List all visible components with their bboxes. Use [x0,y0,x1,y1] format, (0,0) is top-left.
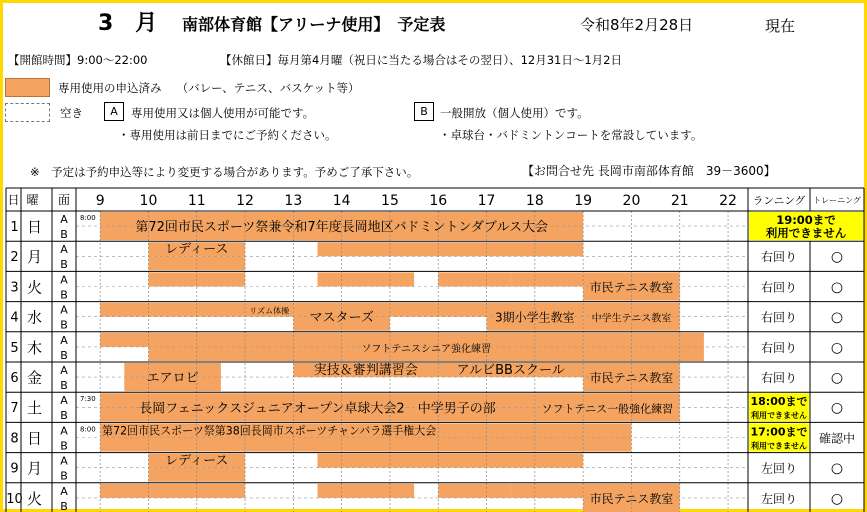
face-a-label: A [60,454,68,468]
day-number: 3 [10,280,19,296]
face-a-label: A [60,484,68,498]
face-b-label: B [60,318,68,332]
weekday: 月 [26,248,43,267]
day-number: 10 [6,491,23,507]
face-b-label: B [60,469,68,483]
reserved-block [438,272,510,286]
face-a-label: A [60,394,68,408]
face-b-label: B [60,288,68,302]
event-label: アルビBBスクール [456,363,565,378]
training-status: ○ [830,460,844,477]
hour-label: 9 [95,193,105,209]
face-b-label: B [60,258,68,272]
training-status: ○ [830,339,844,356]
event-start-time: 7:30 [80,395,96,404]
face-b-label: B [60,348,68,362]
running-direction: 右回り [760,371,798,385]
training-status: ○ [830,279,844,296]
face-b-label: B [60,379,68,392]
event-label: 市民テニス教室 [589,491,674,506]
training-status: ○ [830,249,844,266]
legend-a-note: ・専用使用は前日までにご予約ください。 [118,128,337,142]
hour-label: 16 [429,193,448,209]
reserved-block [511,484,583,498]
event-label: 市民テニス教室 [589,371,674,386]
weekday: 金 [26,369,43,387]
event-label: レディース [165,453,229,469]
running-direction: 右回り [760,280,798,295]
training-status: ○ [830,400,844,417]
face-a-label: A [60,273,68,287]
day-number: 7 [10,401,19,417]
training-status: 確認中 [818,431,856,446]
day-number: 9 [10,461,19,477]
as-of-label: 現在 [765,17,796,35]
event-label: 市民テニス教室 [589,280,674,295]
running-status: 利用できません [765,226,847,240]
running-direction: 右回り [760,310,798,325]
month-label: 3 月 [98,11,158,36]
hour-label: 18 [525,193,544,209]
event-label: 長岡フェニックスジュニアオープン卓球大会2 中学男子の部 [139,401,496,417]
running-direction: 左回り [760,461,798,476]
day-number: 4 [10,310,19,326]
hour-label: 15 [381,193,399,209]
weekday: 木 [26,338,43,357]
running-status: 利用できません [751,441,807,451]
header-weekday: 曜 [26,193,39,207]
hour-label: 10 [139,193,158,209]
opening-hours: 【開館時間】9:00～22:00 [8,53,148,67]
hour-label: 17 [477,193,496,209]
legend-b-desc: 一般開放（個人使用）です。 [440,106,589,120]
reserved-block [318,454,584,468]
legend-empty-text: 空き [60,106,83,120]
day-number: 6 [10,371,19,386]
weekday: 火 [26,278,43,297]
running-direction: 右回り [760,250,798,265]
contact-info: 【お問合せ先 長岡市南部体育館 39－3600】 [522,164,776,178]
hour-label: 19 [574,193,593,209]
face-b-label: B [60,228,68,241]
face-a-label: A [60,333,68,347]
face-a-label: A [60,364,68,377]
event-label: ソフトテニス一般強化練習 [541,402,674,416]
face-b-label: B [60,409,68,423]
closed-days: 【休館日】毎月第4月曜（祝日に当たる場合はその翌日）、12月31日～1月2日 [220,53,622,67]
running-direction: 右回り [760,340,798,355]
running-status: 19:00まで [776,213,836,227]
face-a-label: A [60,303,68,317]
face-a-label: A [60,243,68,257]
day-number: 2 [10,250,19,266]
header-training: トレーニング [813,196,861,205]
running-direction: 左回り [760,491,798,506]
hour-label: 14 [332,193,351,209]
weekday: 火 [26,489,43,508]
header-face: 面 [57,193,71,207]
header-running: ランニング [752,195,806,207]
legend-a-desc: 専用使用又は個人使用が可能です。 [131,106,315,120]
hour-label: 12 [236,193,254,209]
face-b-label: B [60,499,68,512]
running-status: 18:00まで [750,395,808,409]
legend-b-key: B [414,102,434,121]
running-status: 17:00まで [750,425,808,439]
legend-b-note: ・卓球台・バドミントンコートを常設しています。 [439,128,703,142]
running-status: 利用できません [751,411,807,421]
day-number: 1 [10,220,19,235]
day-number: 5 [10,340,19,356]
hour-label: 20 [622,193,641,209]
hour-label: 22 [719,193,737,209]
event-label: 実技＆審判講習会 [313,363,418,378]
face-b-label: B [60,439,68,453]
training-status: ○ [830,309,844,326]
reserved-block [318,242,584,256]
training-status: ○ [830,370,844,386]
reserved-block [511,272,583,286]
weekday: 日 [26,218,43,236]
event-start-time: 8:00 [80,214,96,222]
training-status: ○ [830,490,844,507]
reserved-block [100,484,245,498]
face-a-label: A [60,213,68,226]
reserved-block [100,333,148,347]
reserved-block [438,484,510,498]
event-label: 3期小学生教室 [495,310,575,325]
legend-reserved-text: 専用使用の申込済み （バレー、テニス、バスケット等） [58,81,360,95]
hour-label: 11 [187,193,206,209]
schedule-notice: ※ 予定は予約申込等により変更する場合があります。予めご了承下さい。 [30,165,419,179]
reserved-block [318,484,415,498]
event-label: リズム体操 [249,306,290,316]
event-label: エアロビ [146,371,199,387]
face-a-label: A [60,424,68,438]
reserved-block [318,272,415,286]
event-label: 第72回市民スポーツ祭第38回長岡市スポーツチャンバラ選手権大会 [102,423,437,438]
legend-a-key: A [104,102,124,121]
reserved-block [100,303,245,317]
weekday: 土 [26,399,43,418]
event-label: レディース [165,242,229,258]
page-title: 南部体育館【アリーナ使用】 予定表 [182,15,446,34]
event-start-time: 8:00 [80,425,96,434]
hour-label: 21 [670,193,689,209]
event-label: 中学生テニス教室 [591,313,672,325]
weekday: 月 [26,459,43,478]
event-label: ソフトテニスシニア強化練習 [361,343,491,355]
weekday: 水 [26,308,43,327]
event-label: 第72回市民スポーツ祭兼令和7年度長岡地区バドミントンダブルス大会 [135,220,548,236]
day-number: 8 [10,431,19,447]
hour-label: 13 [284,193,303,209]
event-label: マスターズ [309,310,374,326]
header-day: 日 [7,193,20,207]
as-of-date: 令和8年2月28日 [580,16,694,34]
weekday: 日 [26,429,43,448]
